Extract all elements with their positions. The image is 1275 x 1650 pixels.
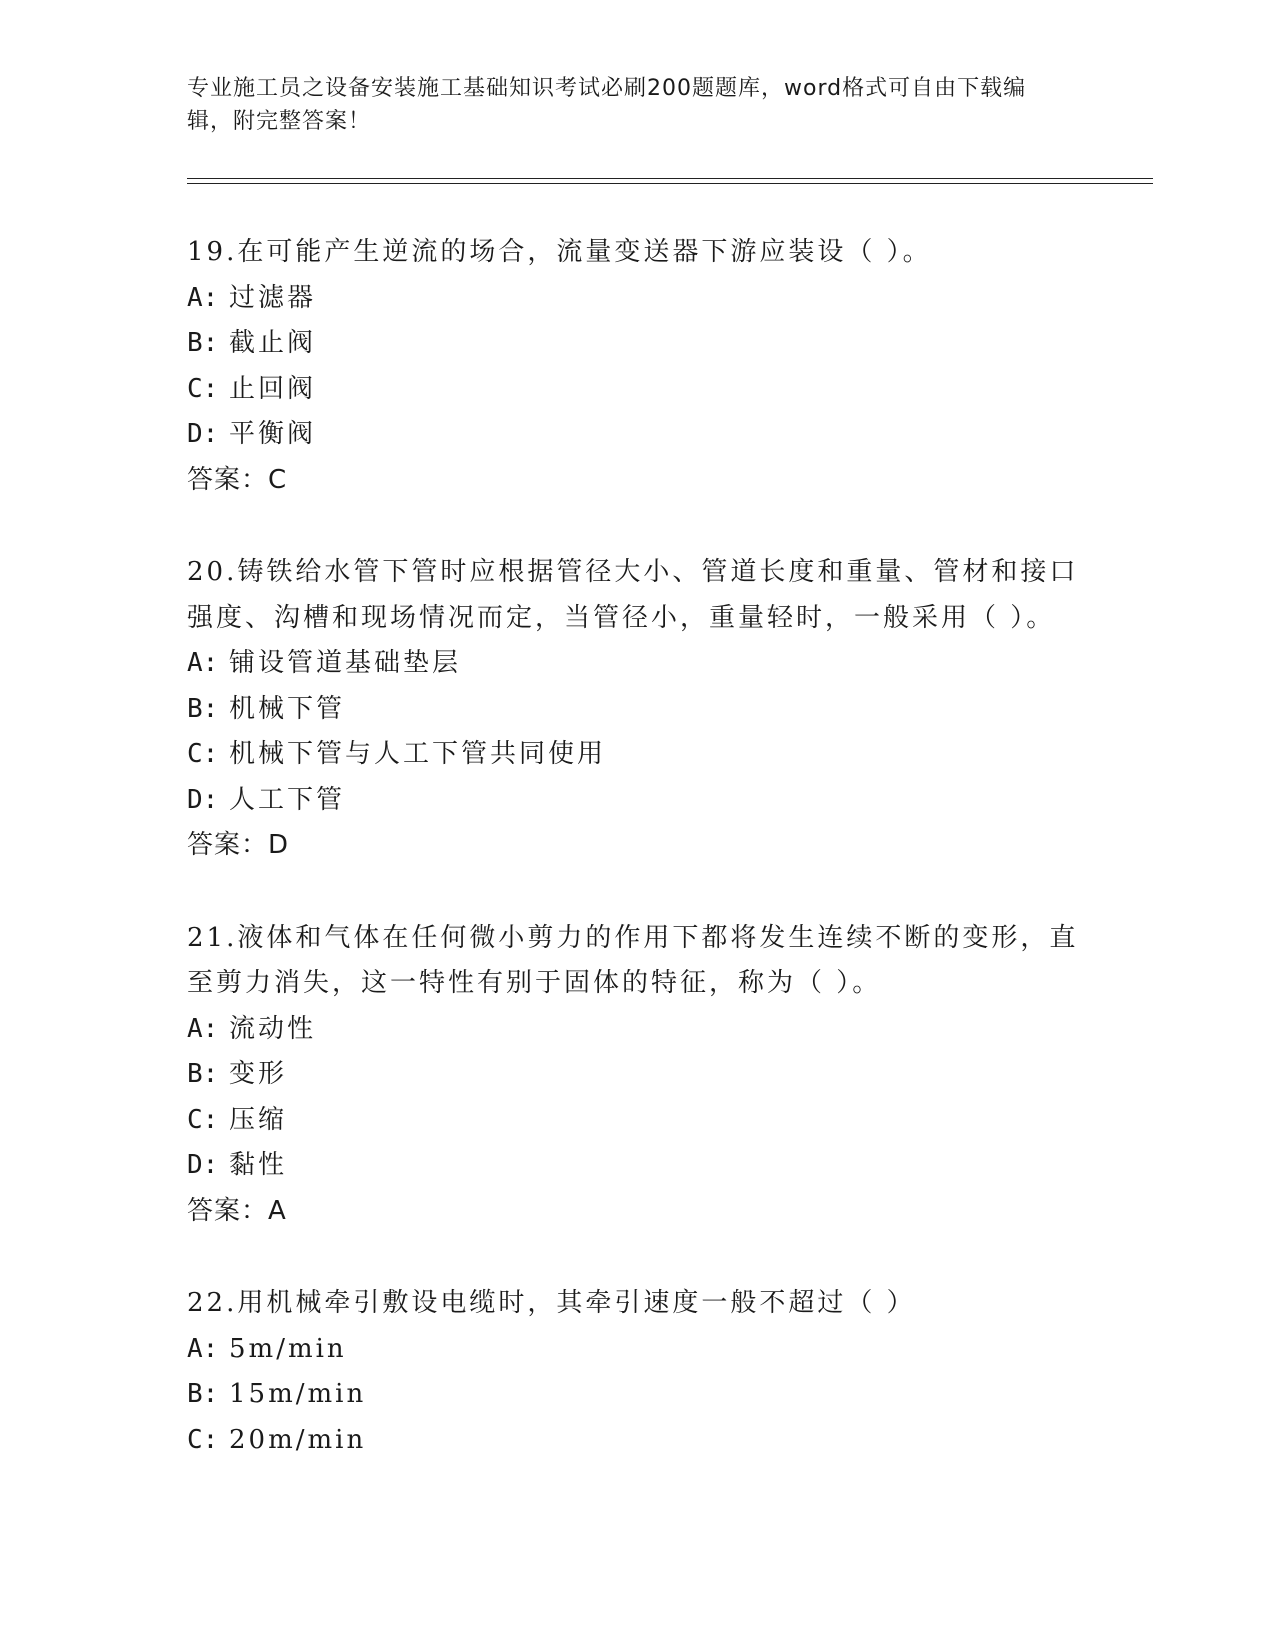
option-a <box>187 276 1087 322</box>
option-letter: A: <box>187 282 219 313</box>
option-d <box>187 412 1087 458</box>
option-letter: A: <box>187 648 219 678</box>
option-d <box>187 778 1087 824</box>
option-letter: C: <box>187 739 219 769</box>
option-c <box>187 1418 1087 1464</box>
question-20 <box>187 550 1087 869</box>
option-letter: D: <box>187 1150 219 1180</box>
question-21 <box>187 916 1087 1235</box>
option-letter: C: <box>187 373 219 404</box>
answer-line: 答案：C <box>187 464 288 495</box>
option-b <box>187 687 1087 733</box>
question-19 <box>187 230 1087 503</box>
option-text: 流动性 <box>229 1013 317 1044</box>
answer-line: 答案：A <box>187 1195 287 1226</box>
header-divider-top <box>187 178 1153 179</box>
question-list <box>187 230 1087 1510</box>
answer-line: 答案：D <box>187 830 290 860</box>
question-22 <box>187 1281 1087 1463</box>
option-text: 压缩 <box>229 1104 288 1135</box>
option-text: 机械下管 <box>229 693 346 724</box>
option-letter: D: <box>187 784 219 815</box>
option-c <box>187 1098 1087 1144</box>
option-b <box>187 321 1087 367</box>
option-text: 15m/min <box>229 1379 367 1409</box>
option-letter: A: <box>187 1013 219 1044</box>
option-a <box>187 641 1087 687</box>
option-text: 机械下管与人工下管共同使用 <box>229 739 607 769</box>
option-text: 变形 <box>229 1059 288 1089</box>
option-text: 20m/min <box>229 1424 367 1455</box>
document-header <box>187 72 1067 138</box>
option-letter: B: <box>187 693 219 724</box>
question-stem: 21.液体和气体在任何微小剪力的作用下都将发生连续不断的变形，直至剪力消失，这一特性有别于固体的特征，称为（ ）。 <box>187 922 1079 998</box>
header-title: 专业施工员之设备安装施工基础知识考试必刷200题题库，word格式可自由下载编辑，附完整答案！ <box>187 76 1027 134</box>
question-stem: 22.用机械牵引敷设电缆时，其牵引速度一般不超过（ ） <box>187 1288 916 1318</box>
option-letter: B: <box>187 1379 219 1409</box>
option-letter: C: <box>187 1104 219 1135</box>
option-letter: C: <box>187 1424 219 1455</box>
option-letter: B: <box>187 328 219 358</box>
option-text: 过滤器 <box>229 282 317 313</box>
option-text: 5m/min <box>229 1333 347 1364</box>
option-text: 止回阀 <box>229 373 317 404</box>
question-stem: 19.在可能产生逆流的场合，流量变送器下游应装设（ ）。 <box>187 237 932 267</box>
header-divider-bottom <box>187 183 1153 184</box>
option-letter: D: <box>187 419 219 449</box>
option-b <box>187 1372 1087 1418</box>
option-d <box>187 1143 1087 1189</box>
option-a <box>187 1327 1087 1373</box>
option-b <box>187 1052 1087 1098</box>
option-a <box>187 1007 1087 1053</box>
option-c <box>187 367 1087 413</box>
option-c <box>187 732 1087 778</box>
option-text: 截止阀 <box>229 328 317 358</box>
option-text: 黏性 <box>229 1150 288 1180</box>
option-letter: A: <box>187 1333 219 1364</box>
option-letter: B: <box>187 1059 219 1089</box>
option-text: 人工下管 <box>229 784 346 815</box>
question-stem: 20.铸铁给水管下管时应根据管径大小、管道长度和重量、管材和接口强度、沟槽和现场情况而定，当管径小，重量轻时，一般采用（ ）。 <box>187 557 1079 633</box>
option-text: 平衡阀 <box>229 419 317 449</box>
option-text: 铺设管道基础垫层 <box>229 648 462 678</box>
